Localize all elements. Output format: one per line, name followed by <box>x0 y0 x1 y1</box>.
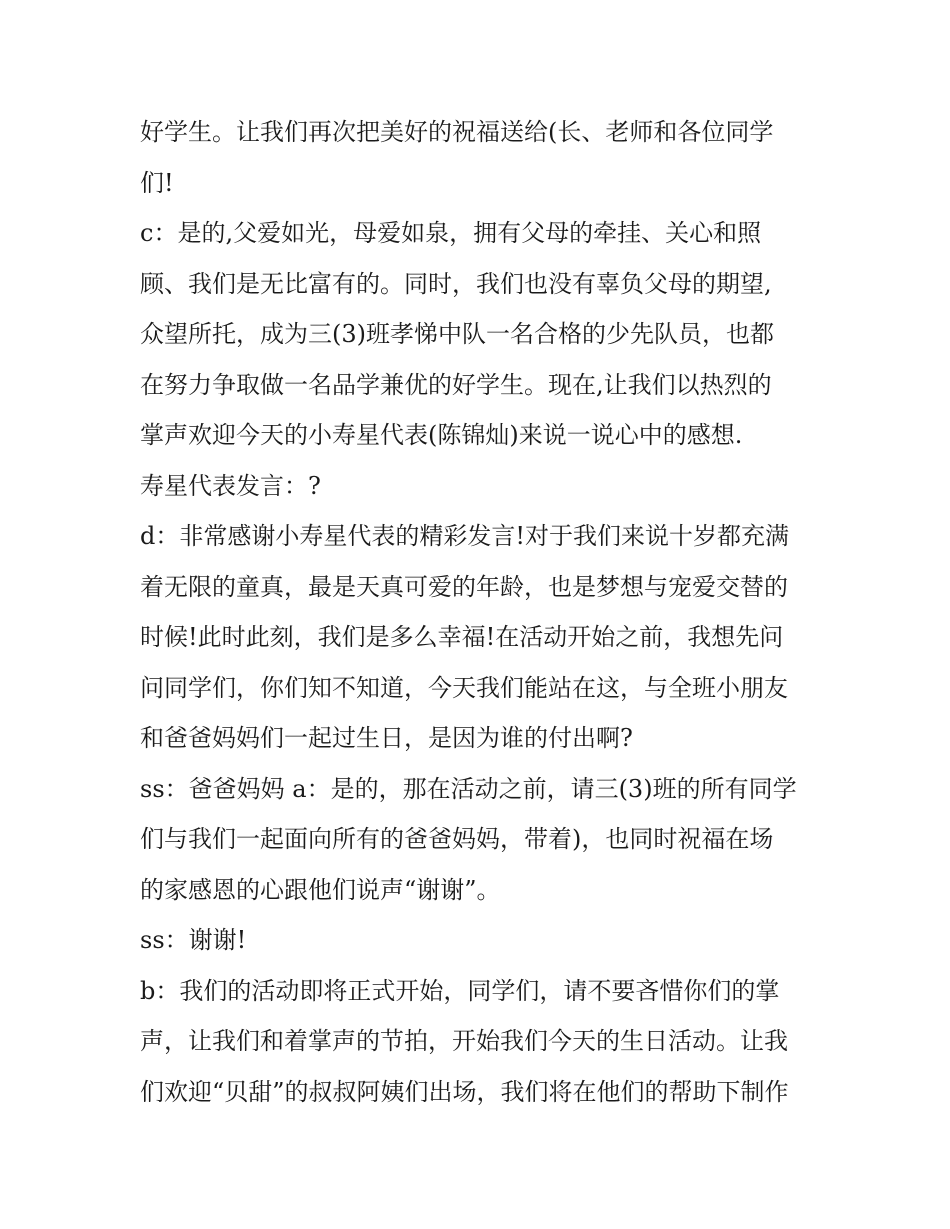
text-line: b：我们的活动即将正式开始，同学们，请不要吝惜你们的掌 <box>140 976 780 1005</box>
document-body <box>140 107 820 1117</box>
text-line: ss：谢谢! <box>140 926 247 954</box>
text-line: 寿星代表发言：? <box>140 471 321 500</box>
text-line: 声，让我们和着掌声的节拍，开始我们今天的生日活动。让我 <box>140 1027 788 1055</box>
text-line: 着无限的童真，最是天真可爱的年龄，也是梦想与宠爱交替的 <box>140 572 788 601</box>
text-line: ss：爸爸妈妈 a：是的，那在活动之前，请三(3)班的所有同学 <box>140 774 797 803</box>
text-line: 们! <box>140 168 174 197</box>
text-line: d：非常感谢小寿星代表的精彩发言!对于我们来说十岁都充满 <box>140 522 790 550</box>
text-line: 的家感恩的心跟他们说声“谢谢”。 <box>140 875 501 904</box>
text-line: 众望所托，成为三(3)班孝悌中队一名合格的少先队员，也都 <box>140 320 774 348</box>
text-line: 时候!此时此刻，我们是多么幸福!在活动开始之前，我想先问 <box>140 623 784 651</box>
text-line: 掌声欢迎今天的小寿星代表(陈锦灿)来说一说心中的感想. <box>140 421 743 449</box>
text-line: 们与我们一起面向所有的爸爸妈妈，带着)，也同时祝福在场 <box>140 825 774 853</box>
text-line: 和爸爸妈妈们一起过生日，是因为谁的付出啊? <box>140 724 633 752</box>
text-line: 在努力争取做一名品学兼优的好学生。现在,让我们以热烈的 <box>140 370 772 399</box>
text-line: 顾、我们是无比富有的。同时，我们也没有辜负父母的期望, <box>140 269 772 298</box>
text-line: c：是的,父爱如光，母爱如泉，拥有父母的牵挂、关心和照 <box>140 219 762 247</box>
text-line: 们欢迎“贝甜”的叔叔阿姨们出场，我们将在他们的帮助下制作 <box>140 1077 789 1106</box>
text-line: 好学生。让我们再次把美好的祝福送给(长、老师和各位同学 <box>140 118 774 146</box>
text-line: 问同学们，你们知不知道，今天我们能站在这，与全班小朋友 <box>140 673 788 702</box>
